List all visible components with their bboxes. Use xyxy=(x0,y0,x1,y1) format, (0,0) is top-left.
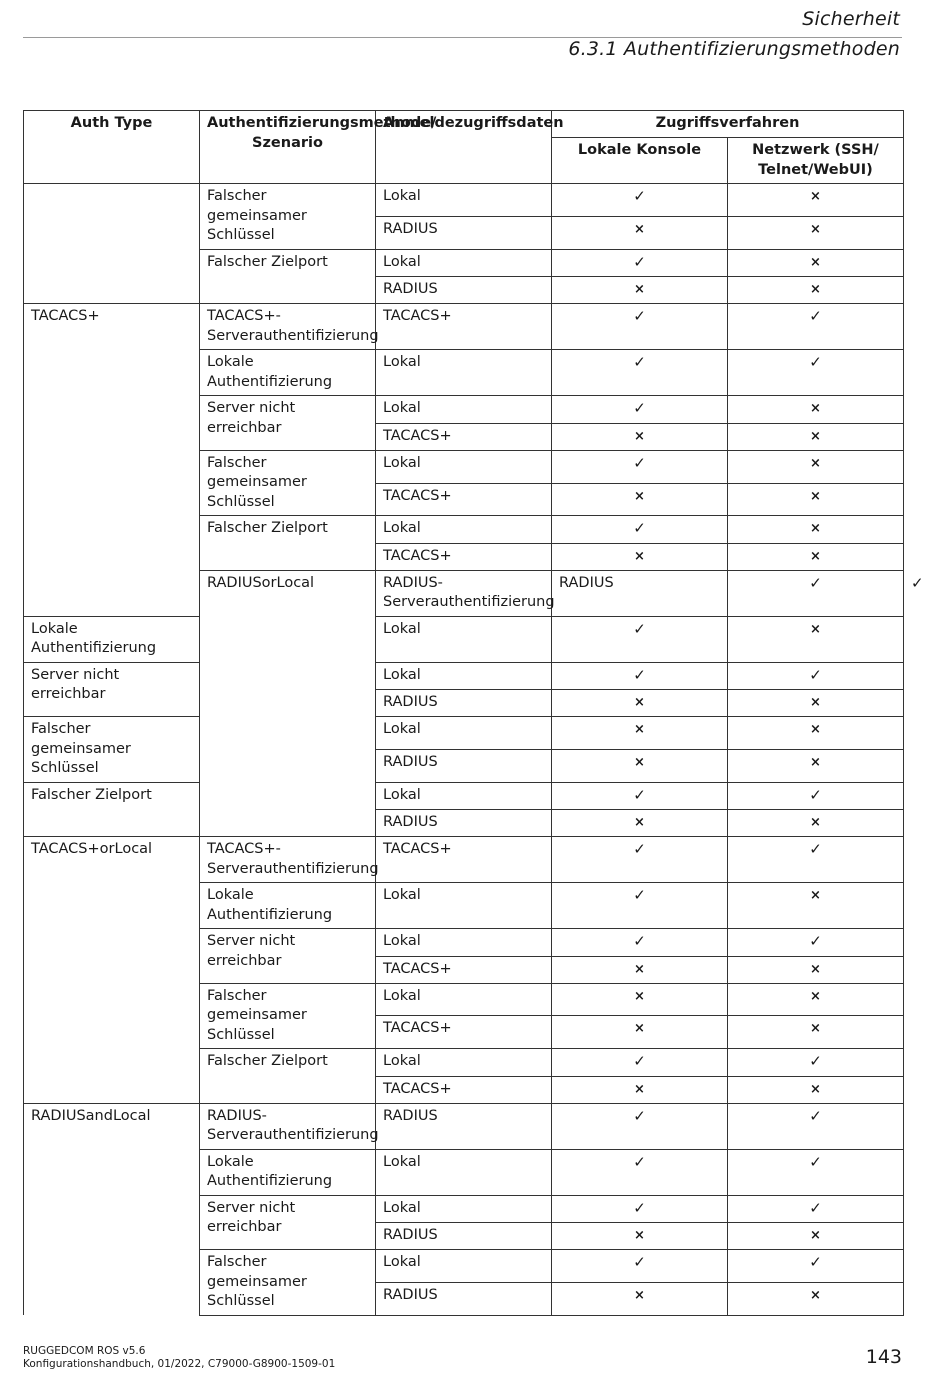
cell-credentials: Lokal xyxy=(376,1049,552,1077)
cell-network xyxy=(728,516,904,544)
checkmark-icon: ✓ xyxy=(809,1106,822,1125)
header-local-console: Lokale Konsole xyxy=(552,138,728,184)
cross-icon: × xyxy=(810,961,821,977)
footer-product: RUGGEDCOM ROS v5.6 xyxy=(23,1345,146,1357)
cross-icon: × xyxy=(634,754,645,770)
cell-credentials: Lokal xyxy=(376,929,552,957)
cell-local-console xyxy=(552,217,728,249)
cross-icon: × xyxy=(634,548,645,564)
cell-local-console xyxy=(552,782,728,810)
cross-icon: × xyxy=(634,695,645,710)
cell-scenario: Falscher gemeinsamer Schlüssel xyxy=(200,184,376,250)
checkmark-icon: ✓ xyxy=(633,307,646,325)
cross-icon: × xyxy=(810,1081,821,1097)
checkmark-icon: ✓ xyxy=(633,1253,646,1271)
cell-network xyxy=(728,956,904,983)
table-row xyxy=(24,184,904,217)
cell-network xyxy=(728,717,904,750)
cell-auth-type: TACACS+orLocal xyxy=(24,837,200,1104)
checkmark-icon: ✓ xyxy=(633,1052,646,1070)
cell-scenario: Server nicht erreichbar xyxy=(200,1195,376,1250)
checkmark-icon: ✓ xyxy=(809,1052,822,1070)
cell-credentials: Lokal xyxy=(376,350,552,396)
cell-credentials: TACACS+ xyxy=(376,423,552,450)
cell-local-console xyxy=(552,249,728,277)
cell-scenario: Falscher gemeinsamer Schlüssel xyxy=(24,717,200,783)
cell-network xyxy=(728,483,904,515)
cell-credentials: RADIUS xyxy=(376,690,552,717)
checkmark-icon: ✓ xyxy=(633,252,646,271)
cell-network xyxy=(728,1250,904,1283)
cell-scenario: Falscher Zielport xyxy=(200,249,376,304)
cross-icon: × xyxy=(810,695,821,710)
cell-local-console xyxy=(552,516,728,544)
cell-local-console xyxy=(552,1049,728,1077)
table-body xyxy=(24,184,924,1316)
checkmark-icon: ✓ xyxy=(633,399,646,417)
cell-local-console xyxy=(552,837,728,883)
cell-scenario: Server nicht erreichbar xyxy=(24,662,200,717)
cell-credentials: Lokal xyxy=(376,516,552,544)
cell-auth-type: RADIUSandLocal xyxy=(24,1103,200,1315)
checkmark-icon: ✓ xyxy=(809,932,822,950)
cell-local-console xyxy=(552,1223,728,1250)
cell-local-console xyxy=(552,616,728,662)
cell-network xyxy=(728,423,904,450)
checkmark-icon: ✓ xyxy=(633,1106,646,1125)
running-header-section: Sicherheit xyxy=(802,8,900,30)
cell-network xyxy=(728,883,904,929)
table-row xyxy=(24,837,904,883)
cross-icon: × xyxy=(634,222,645,238)
cell-network xyxy=(728,929,904,957)
cell-credentials: Lokal xyxy=(376,662,552,690)
checkmark-icon: ✓ xyxy=(633,665,646,684)
cross-icon: × xyxy=(634,722,645,737)
table-row xyxy=(24,717,904,750)
cell-scenario: Lokale Authentifizierung xyxy=(200,883,376,929)
header-credentials: Anmeldezugriffsdaten xyxy=(376,111,552,184)
cell-network xyxy=(728,543,904,570)
checkmark-icon: ✓ xyxy=(633,785,646,804)
cross-icon: × xyxy=(810,488,821,504)
checkmark-icon: ✓ xyxy=(809,840,822,858)
checkmark-icon: ✓ xyxy=(809,1198,822,1217)
cell-auth-type xyxy=(24,184,200,304)
cell-credentials: Lokal xyxy=(376,450,552,483)
cross-icon: × xyxy=(634,1228,645,1243)
cross-icon: × xyxy=(810,521,821,536)
cell-credentials: RADIUS xyxy=(376,277,552,304)
cell-scenario: Falscher gemeinsamer Schlüssel xyxy=(200,1250,376,1316)
cell-credentials: TACACS+ xyxy=(376,956,552,983)
cell-credentials: Lokal xyxy=(376,983,552,1016)
checkmark-icon: ✓ xyxy=(633,519,646,537)
checkmark-icon: ✓ xyxy=(809,665,822,684)
cell-network xyxy=(728,304,904,350)
cell-local-console xyxy=(552,1076,728,1103)
header-access-methods: Zugriffsverfahren xyxy=(552,111,904,138)
cross-icon: × xyxy=(634,1021,645,1037)
cell-credentials: Lokal xyxy=(376,883,552,929)
cell-credentials: RADIUS xyxy=(552,570,728,616)
cross-icon: × xyxy=(634,1081,645,1097)
cell-credentials: Lokal xyxy=(376,1250,552,1283)
cross-icon: × xyxy=(810,189,821,204)
checkmark-icon: ✓ xyxy=(809,573,822,592)
footer-manual: Konfigurationshandbuch, 01/2022, C79000-G8900-1509-01 xyxy=(23,1358,336,1370)
cell-network xyxy=(728,450,904,483)
cell-network xyxy=(728,396,904,424)
cell-network xyxy=(728,749,904,782)
cell-network xyxy=(728,184,904,217)
cell-network xyxy=(728,810,904,837)
checkmark-icon: ✓ xyxy=(633,619,646,638)
cell-local-console xyxy=(552,1283,728,1315)
cell-local-console xyxy=(552,717,728,750)
cell-local-console xyxy=(552,1250,728,1283)
header-scenario: Authentifizierungsmethode/ Szenario xyxy=(200,111,376,184)
cell-local-console xyxy=(552,983,728,1016)
cell-credentials: Lokal xyxy=(376,184,552,217)
cell-credentials: TACACS+ xyxy=(376,1076,552,1103)
cross-icon: × xyxy=(634,488,645,504)
cross-icon: × xyxy=(634,1288,645,1304)
cell-scenario: RADIUS-Serverauthentifizierung xyxy=(376,570,552,616)
cross-icon: × xyxy=(634,988,645,1004)
cell-network xyxy=(728,217,904,249)
checkmark-icon: ✓ xyxy=(809,1152,822,1171)
cell-network xyxy=(728,837,904,883)
cell-credentials: Lokal xyxy=(376,1149,552,1195)
cross-icon: × xyxy=(810,722,821,737)
cell-local-console xyxy=(552,690,728,717)
cross-icon: × xyxy=(810,455,821,471)
cell-credentials: Lokal xyxy=(376,396,552,424)
cross-icon: × xyxy=(634,428,645,444)
cell-local-console xyxy=(552,662,728,690)
cell-scenario: TACACS+-Serverauthentifizierung xyxy=(200,837,376,883)
cell-scenario: Server nicht erreichbar xyxy=(200,929,376,984)
auth-methods-table xyxy=(23,110,924,1316)
cell-local-console xyxy=(552,749,728,782)
cell-scenario: RADIUS-Serverauthentifizierung xyxy=(200,1103,376,1149)
cell-local-console xyxy=(552,304,728,350)
cell-local-console xyxy=(552,543,728,570)
cell-local-console xyxy=(552,1103,728,1149)
cell-scenario: Lokale Authentifizierung xyxy=(24,616,200,662)
cross-icon: × xyxy=(634,282,645,297)
cell-local-console xyxy=(552,184,728,217)
cell-scenario: Falscher Zielport xyxy=(200,1049,376,1104)
cross-icon: × xyxy=(810,428,821,444)
cell-credentials: TACACS+ xyxy=(376,837,552,883)
cell-local-console xyxy=(552,1195,728,1223)
cross-icon: × xyxy=(810,815,821,830)
checkmark-icon: ✓ xyxy=(809,307,822,325)
checkmark-icon: ✓ xyxy=(633,453,646,472)
cell-credentials: TACACS+ xyxy=(376,483,552,515)
cell-scenario: Falscher gemeinsamer Schlüssel xyxy=(200,983,376,1049)
cell-credentials: TACACS+ xyxy=(376,304,552,350)
cell-scenario: TACACS+-Serverauthentifizierung xyxy=(200,304,376,350)
cell-local-console xyxy=(552,810,728,837)
cell-network xyxy=(728,662,904,690)
cell-credentials: RADIUS xyxy=(376,1103,552,1149)
cross-icon: × xyxy=(810,401,821,416)
cell-credentials: Lokal xyxy=(376,717,552,750)
cross-icon: × xyxy=(634,815,645,830)
cross-icon: × xyxy=(810,988,821,1004)
cross-icon: × xyxy=(810,548,821,564)
cell-network xyxy=(728,782,904,810)
cell-local-console xyxy=(552,277,728,304)
cell-scenario: Lokale Authentifizierung xyxy=(200,350,376,396)
cell-local-console xyxy=(552,956,728,983)
checkmark-icon: ✓ xyxy=(809,785,822,804)
cross-icon: × xyxy=(810,254,821,270)
cell-auth-type: TACACS+ xyxy=(24,304,200,617)
page-number: 143 xyxy=(865,1346,902,1368)
cell-network xyxy=(728,249,904,277)
cell-credentials: RADIUS xyxy=(376,217,552,249)
table-row xyxy=(24,662,904,690)
cell-local-console xyxy=(552,1149,728,1195)
cell-network xyxy=(728,1016,904,1049)
table-row xyxy=(24,304,904,350)
checkmark-icon: ✓ xyxy=(633,1152,646,1171)
cell-network xyxy=(728,690,904,717)
cell-scenario: Server nicht erreichbar xyxy=(200,396,376,451)
cell-scenario: Falscher gemeinsamer Schlüssel xyxy=(200,450,376,516)
cell-network xyxy=(728,1149,904,1195)
cell-network xyxy=(728,983,904,1016)
checkmark-icon: ✓ xyxy=(633,1198,646,1217)
checkmark-icon: ✓ xyxy=(633,187,646,205)
cell-network xyxy=(728,1223,904,1250)
cell-local-console xyxy=(552,1016,728,1049)
checkmark-icon: ✓ xyxy=(633,353,646,371)
cross-icon: × xyxy=(810,621,821,637)
cell-credentials: Lokal xyxy=(376,1195,552,1223)
cell-auth-type: RADIUSorLocal xyxy=(200,570,376,837)
cross-icon: × xyxy=(810,888,821,903)
cell-network xyxy=(728,1076,904,1103)
cell-network xyxy=(728,616,904,662)
running-header-chapter: 6.3.1 Authentifizierungsmethoden xyxy=(568,38,900,60)
table-row xyxy=(24,1103,904,1149)
checkmark-icon: ✓ xyxy=(633,932,646,950)
cell-local-console xyxy=(728,570,904,616)
cell-credentials: RADIUS xyxy=(376,749,552,782)
header-network: Netzwerk (SSH/ Telnet/WebUI) xyxy=(728,138,904,184)
cross-icon: × xyxy=(810,1288,821,1304)
cell-network xyxy=(728,1283,904,1315)
cross-icon: × xyxy=(810,1228,821,1243)
checkmark-icon: ✓ xyxy=(633,886,646,904)
cell-credentials: Lokal xyxy=(376,249,552,277)
cell-local-console xyxy=(552,883,728,929)
table-row xyxy=(24,616,904,662)
cross-icon: × xyxy=(810,282,821,297)
cell-credentials: RADIUS xyxy=(376,1223,552,1250)
cell-credentials: RADIUS xyxy=(376,810,552,837)
checkmark-icon: ✓ xyxy=(633,840,646,858)
checkmark-icon: ✓ xyxy=(809,353,822,371)
checkmark-icon: ✓ xyxy=(809,1253,822,1271)
cell-credentials: Lokal xyxy=(376,782,552,810)
cell-credentials: TACACS+ xyxy=(376,1016,552,1049)
footer-document-info xyxy=(23,1345,335,1371)
cell-network xyxy=(728,1049,904,1077)
cross-icon: × xyxy=(810,222,821,238)
header-auth-type: Auth Type xyxy=(24,111,200,184)
cell-network xyxy=(728,1103,904,1149)
cross-icon: × xyxy=(634,961,645,977)
checkmark-icon: ✓ xyxy=(911,573,924,592)
cell-local-console xyxy=(552,483,728,515)
cell-credentials: Lokal xyxy=(376,616,552,662)
cell-network xyxy=(728,1195,904,1223)
cell-local-console xyxy=(552,423,728,450)
cell-credentials: RADIUS xyxy=(376,1283,552,1315)
cell-scenario: Falscher Zielport xyxy=(24,782,200,837)
cell-network xyxy=(728,350,904,396)
table-row xyxy=(24,782,904,810)
cell-local-console xyxy=(552,929,728,957)
cross-icon: × xyxy=(810,1021,821,1037)
cell-local-console xyxy=(552,450,728,483)
cell-local-console xyxy=(552,396,728,424)
cell-local-console xyxy=(552,350,728,396)
cell-credentials: TACACS+ xyxy=(376,543,552,570)
cross-icon: × xyxy=(810,754,821,770)
cell-network xyxy=(728,277,904,304)
cell-scenario: Falscher Zielport xyxy=(200,516,376,571)
cell-scenario: Lokale Authentifizierung xyxy=(200,1149,376,1195)
